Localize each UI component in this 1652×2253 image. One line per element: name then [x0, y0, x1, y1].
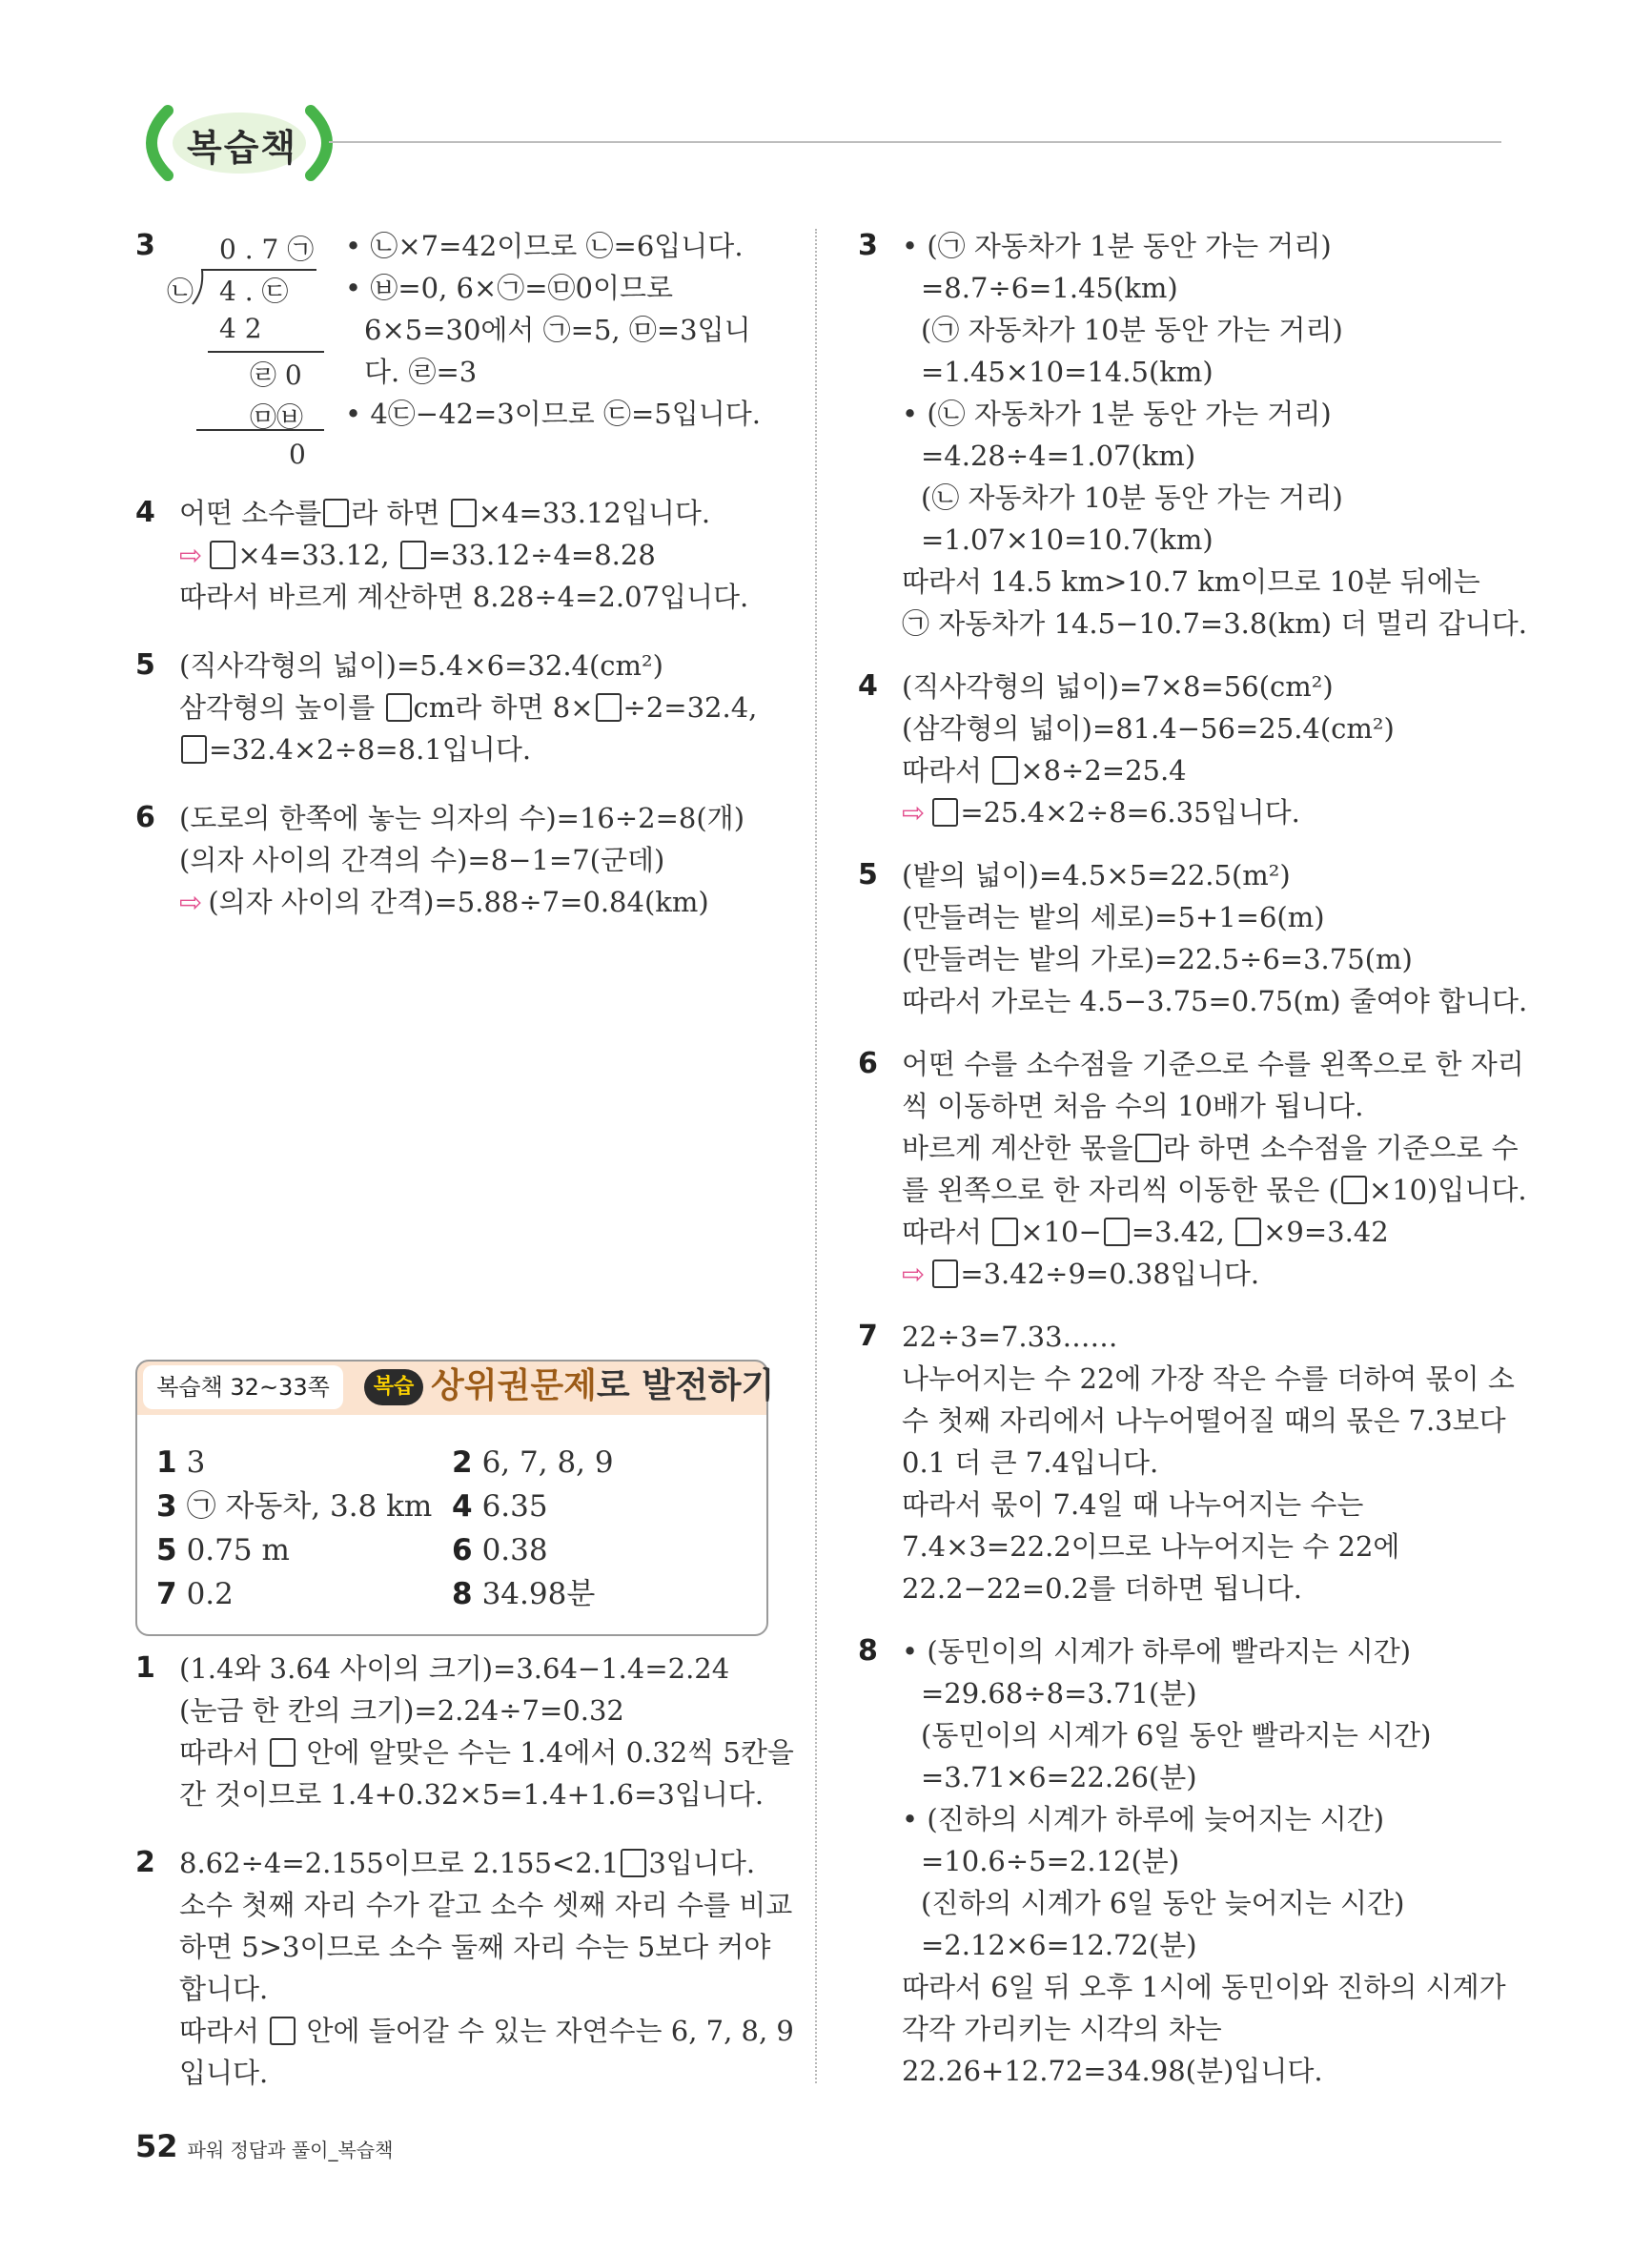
solution-line: =3.71×6=22.26(분) [921, 1761, 1197, 1793]
arrow-icon: ⇨ [179, 539, 203, 571]
problem-number: 4 [858, 669, 878, 703]
solution-line: 따라서 몫이 7.4일 때 나누어지는 수는 [902, 1488, 1364, 1521]
arrow-icon: ⇨ [902, 1258, 926, 1290]
solution-line: (눈금 한 칸의 크기)=2.24÷7=0.32 [179, 1694, 624, 1727]
solution-line: =8.7÷6=1.45(km) [921, 272, 1178, 304]
solution-line: ⇨ =3.42÷9=0.38입니다. [902, 1258, 1260, 1290]
problem-number: 4 [135, 496, 155, 529]
blank-box [992, 1218, 1018, 1246]
solution-line: =32.4×2÷8=8.1입니다. [179, 728, 531, 770]
solution-line: • 4㉢−42=3이므로 ㉢=5입니다. [345, 398, 761, 430]
blank-box [181, 735, 207, 764]
solution-line: 를 왼쪽으로 한 자리씩 이동한 몫은 ( ×10)입니다. [902, 1174, 1527, 1206]
blank-box [932, 1260, 958, 1288]
solution-line: 나누어지는 수 22에 가장 작은 수를 더하여 몫이 소 [902, 1362, 1515, 1395]
answer-item: 7 0.2 [156, 1577, 234, 1611]
solution-line: 하면 5>3이므로 소수 둘째 자리 수는 5보다 커야 [179, 1931, 771, 1963]
solution-line: =29.68÷8=3.71(분) [921, 1677, 1197, 1710]
problem-number: 5 [135, 648, 155, 682]
problem-number: 6 [135, 801, 155, 834]
solution-line: • (㉠ 자동차가 1분 동안 가는 거리) [902, 230, 1332, 262]
answer-item: 6 0.38 [452, 1533, 548, 1567]
blank-box [210, 541, 235, 569]
solution-line: 합니다. [179, 1973, 269, 2005]
problem-number: 7 [858, 1320, 878, 1353]
solution-line: 어떤 수를 소수점을 기준으로 수를 왼쪽으로 한 자리 [902, 1048, 1524, 1080]
solution-line: (삼각형의 넓이)=81.4−56=25.4(cm²) [902, 712, 1395, 745]
answer-box-tab: 복습책 32~33쪽 [143, 1365, 343, 1409]
blank-box [323, 499, 349, 527]
solution-line: 다. ㉣=3 [364, 356, 478, 388]
blank-box [1104, 1218, 1130, 1246]
division-lines [191, 262, 324, 434]
solution-line: 8.62÷4=2.155이므로 2.155<2.1 3입니다. [179, 1847, 756, 1879]
solution-line: 어떤 소수를 라 하면 ×4=33.12입니다. [179, 497, 711, 529]
solution-line: (직사각형의 넓이)=5.4×6=32.4(cm²) [179, 649, 663, 682]
solution-line: 삼각형의 높이를 cm라 하면 8× ÷2=32.4, [179, 691, 758, 724]
solution-line: 입니다. [179, 2057, 269, 2089]
footer-text: 파워 정답과 풀이_복습책 [187, 2139, 394, 2161]
solution-line: 0.1 더 큰 7.4입니다. [902, 1446, 1159, 1479]
solution-line: (㉡ 자동차가 10분 동안 가는 거리) [921, 481, 1343, 514]
blank-box [270, 2017, 296, 2045]
solution-line: 씩 이동하면 처음 수의 10배가 됩니다. [902, 1090, 1364, 1122]
solution-line: ⇨ ×4=33.12, =33.12÷4=8.28 [179, 539, 656, 571]
solution-line: 수 첫째 자리에서 나누어떨어질 때의 몫은 7.3보다 [902, 1404, 1506, 1437]
solution-line: =2.12×6=12.72(분) [921, 1929, 1197, 1961]
division-divisor: ㉡ [167, 276, 194, 307]
answer-item: 3 ㉠ 자동차, 3.8 km [156, 1489, 433, 1524]
solution-line: 따라서 ×10− =3.42, ×9=3.42 [902, 1216, 1389, 1248]
blank-box [1341, 1176, 1367, 1204]
solution-line: ㉠ 자동차가 14.5−10.7=3.8(km) 더 멀리 갑니다. [902, 607, 1528, 640]
column-divider [815, 229, 817, 2083]
arrow-icon: ⇨ [902, 796, 926, 829]
blank-box [400, 541, 426, 569]
page-number: 52 [135, 2128, 178, 2164]
solution-line: =4.28÷4=1.07(km) [921, 440, 1196, 472]
blank-box [932, 798, 958, 827]
solution-line: 따라서 14.5 km>10.7 km이므로 10분 뒤에는 [902, 565, 1480, 598]
solution-line: • (동민이의 시계가 하루에 빨라지는 시간) [902, 1635, 1412, 1668]
answer-item: 1 3 [156, 1445, 206, 1480]
problem-number: 1 [135, 1651, 155, 1685]
solution-line: (진하의 시계가 6일 동안 늦어지는 시간) [921, 1887, 1405, 1919]
solution-line: 22.26+12.72=34.98(분)입니다. [902, 2055, 1323, 2087]
solution-line: (1.4와 3.64 사이의 크기)=3.64−1.4=2.24 [179, 1652, 730, 1685]
solution-line: • (㉡ 자동차가 1분 동안 가는 거리) [902, 398, 1332, 430]
solution-line: 따라서 바르게 계산하면 8.28÷4=2.07입니다. [179, 581, 749, 613]
solution-line: 따라서 안에 알맞은 수는 1.4에서 0.32씩 5칸을 [179, 1736, 794, 1769]
solution-line: (직사각형의 넓이)=7×8=56(cm²) [902, 670, 1334, 703]
solution-line: 소수 첫째 자리 수가 같고 소수 셋째 자리 수를 비교 [179, 1889, 793, 1921]
solution-line: (동민이의 시계가 6일 동안 빨라지는 시간) [921, 1719, 1432, 1751]
header-title: 복습책 [187, 127, 298, 169]
problem-number: 3 [135, 229, 155, 262]
header-rule [329, 141, 1501, 143]
arrow-icon: ⇨ [179, 886, 203, 918]
answer-item: 2 6, 7, 8, 9 [452, 1445, 614, 1480]
solution-line: 따라서 가로는 4.5−3.75=0.75(m) 줄여야 합니다. [902, 985, 1528, 1017]
blank-box [596, 693, 622, 722]
solution-line: =1.07×10=10.7(km) [921, 523, 1214, 556]
solution-line: (도로의 한쪽에 놓는 의자의 수)=16÷2=8(개) [179, 802, 745, 834]
answer-item: 8 34.98분 [452, 1577, 596, 1611]
solution-line: =1.45×10=14.5(km) [921, 356, 1214, 388]
solution-line: 따라서 ×8÷2=25.4 [902, 754, 1187, 787]
solution-line: =10.6÷5=2.12(분) [921, 1845, 1180, 1877]
solution-line: ⇨ =25.4×2÷8=6.35입니다. [902, 796, 1300, 829]
division-row: ㉤㉥ [250, 401, 304, 433]
division-row: 4 2 [219, 313, 262, 344]
solution-line: 22÷3=7.33…… [902, 1321, 1118, 1353]
answer-box-title: 상위권문제로 발전하기 [431, 1366, 775, 1405]
blank-box [451, 499, 477, 527]
problem-number: 2 [135, 1846, 155, 1879]
solution-line: (의자 사이의 간격의 수)=8−1=7(군데) [179, 844, 665, 876]
solution-line: 따라서 6일 뒤 오후 1시에 동민이와 진하의 시계가 [902, 1971, 1506, 2003]
blank-box [1235, 1218, 1261, 1246]
blank-box [1135, 1134, 1161, 1162]
division-dividend: 4 . ㉢ [219, 276, 289, 307]
solution-line: 22.2−22=0.2를 더하면 됩니다. [902, 1572, 1302, 1605]
solution-line: 바르게 계산한 몫을 라 하면 소수점을 기준으로 수 [902, 1132, 1519, 1164]
blank-box [621, 1849, 646, 1877]
solution-line: 6×5=30에서 ㉠=5, ㉤=3입니 [364, 314, 751, 346]
solution-line: 간 것이므로 1.4+0.32×5=1.4+1.6=3입니다. [179, 1778, 765, 1811]
solution-line: • ㉡×7=42이므로 ㉡=6입니다. [345, 230, 744, 262]
problem-number: 8 [858, 1634, 878, 1668]
division-row: ㉣ 0 [250, 359, 302, 391]
solution-line: • (진하의 시계가 하루에 늦어지는 시간) [902, 1803, 1385, 1835]
header-badge [130, 105, 349, 181]
solution-line: • ㉥=0, 6×㉠=㉤0이므로 [345, 272, 674, 304]
blank-box [386, 693, 412, 722]
solution-line: ⇨ (의자 사이의 간격)=5.88÷7=0.84(km) [179, 886, 709, 918]
answer-item: 5 0.75 m [156, 1533, 290, 1567]
solution-line: 각각 가리키는 시각의 차는 [902, 2013, 1222, 2045]
solution-line: (만들려는 밭의 가로)=22.5÷6=3.75(m) [902, 943, 1413, 975]
division-quotient: 0 . 7 ㉠ [219, 234, 315, 265]
review-badge: 복습 [364, 1369, 423, 1405]
problem-number: 6 [858, 1047, 878, 1080]
answer-item: 4 6.35 [452, 1489, 548, 1524]
division-row: 0 [289, 439, 306, 470]
blank-box [992, 756, 1018, 785]
problem-number: 3 [858, 229, 878, 262]
solution-line: (㉠ 자동차가 10분 동안 가는 거리) [921, 314, 1343, 346]
problem-number: 5 [858, 858, 878, 891]
solution-line: (밭의 넓이)=4.5×5=22.5(m²) [902, 859, 1291, 891]
blank-box [270, 1738, 296, 1767]
solution-line: (만들려는 밭의 세로)=5+1=6(m) [902, 901, 1325, 933]
solution-line: 7.4×3=22.2이므로 나누어지는 수 22에 [902, 1530, 1400, 1563]
page-footer [135, 2128, 393, 2164]
solution-line: 따라서 안에 들어갈 수 있는 자연수는 6, 7, 8, 9 [179, 2015, 794, 2047]
